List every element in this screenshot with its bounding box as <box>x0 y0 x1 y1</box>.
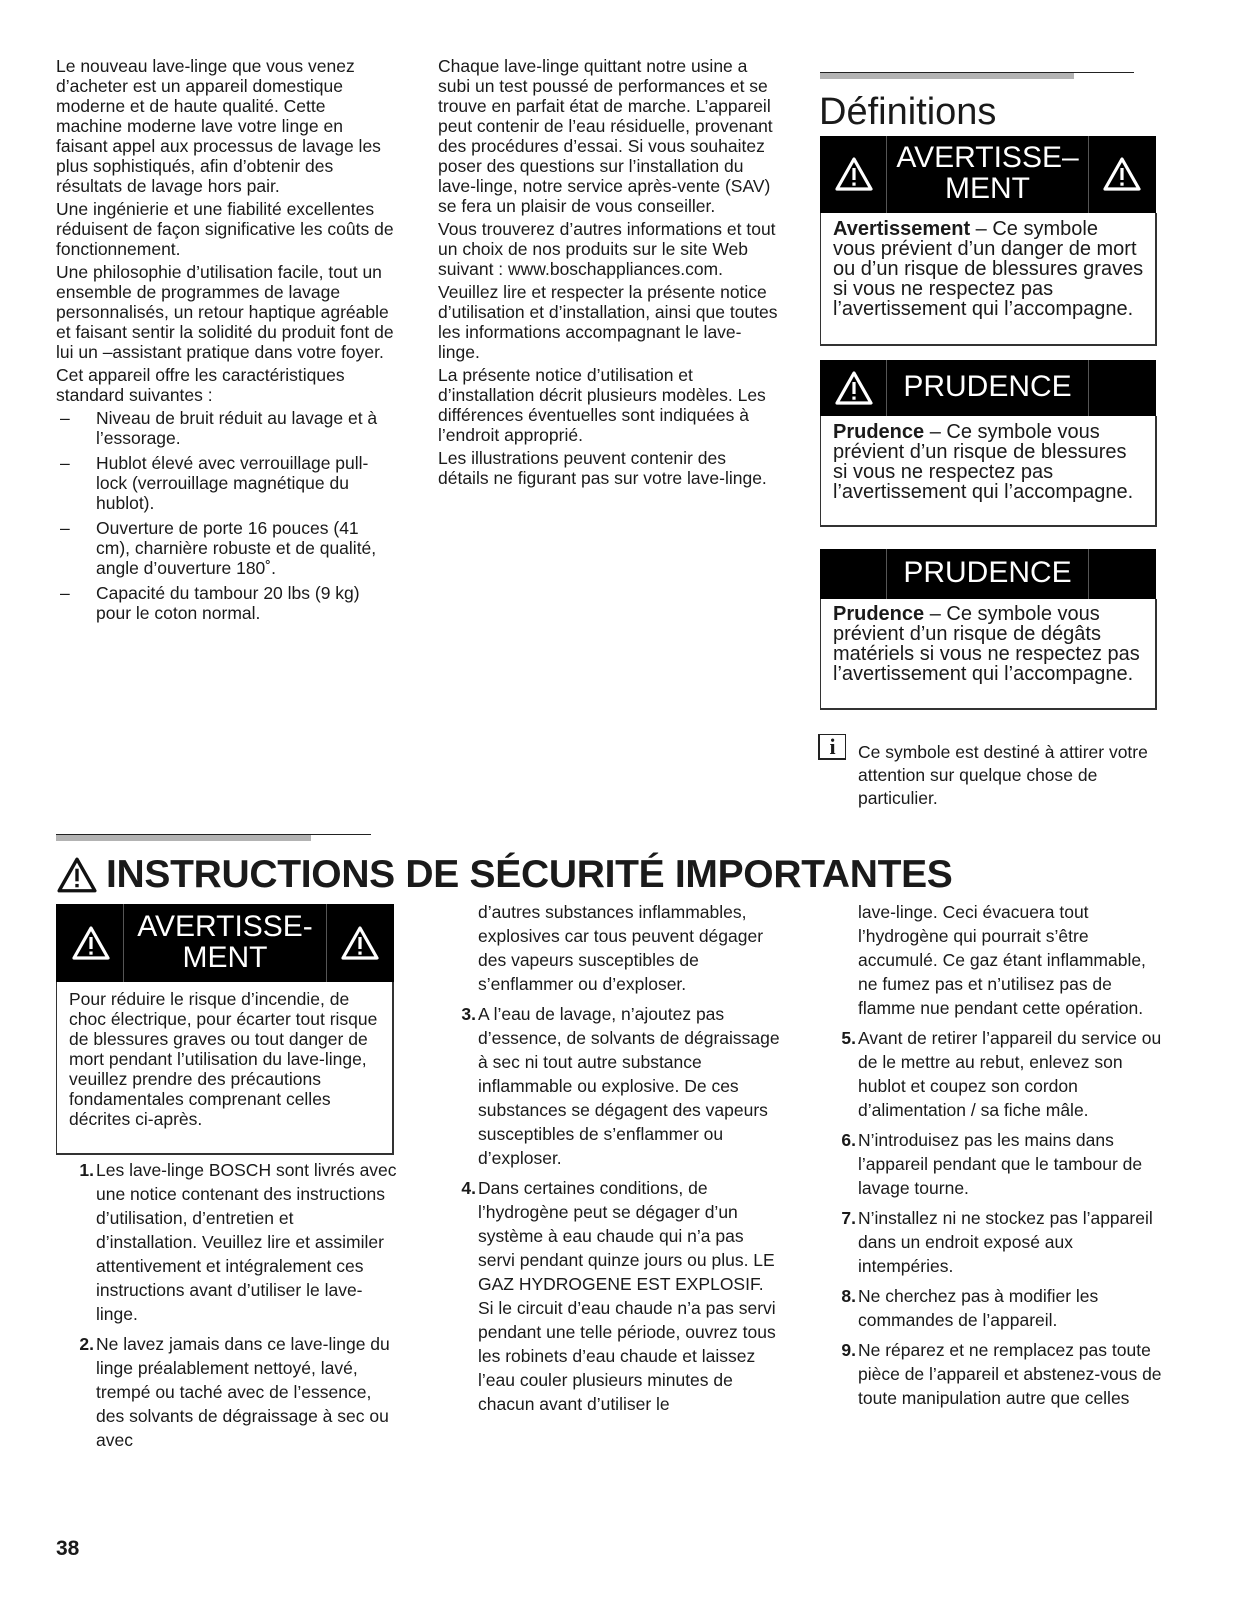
safety-warning-label: AVERTISSE- <box>137 910 313 943</box>
warning-text: – Ce symbole vous prévient d’un danger de mort ou d’un risque de blessures graves si vous ne respectez pas l’avertissement qui l’accompagne. <box>833 218 1144 320</box>
intro-paragraph: Une ingénierie et une fiabilité excellentes réduisent de façon significative les coûts de fonctionnement. <box>56 199 394 259</box>
feature-item: – Capacité du tambour 20 lbs (9 kg) pour le coton normal. <box>56 583 396 623</box>
caution-definition <box>820 416 1157 527</box>
safety-item: 9. Ne réparez et ne remplacez pas toute pièce de l’appareil et abstenez-vous de toute manipulation autre que celles <box>841 1340 1162 1408</box>
warning-triangle-icon <box>834 370 874 406</box>
safety-item: 8. Ne cherchez pas à modifier les commandes de l’appareil. <box>841 1286 1099 1330</box>
safety-item: 5. Avant de retirer l’appareil du service ou de le mettre au rebut, enlevez son hublot et coupez son cordon d’alimentation / sa fiche mâle. <box>841 1028 1162 1120</box>
intro-column-2 <box>438 56 780 491</box>
intro-column-1 <box>56 56 396 628</box>
safety-warning-label: MENT <box>182 941 268 974</box>
features-list <box>56 408 396 623</box>
warning-triangle-icon <box>71 925 111 961</box>
warning-label: AVERTISSE– <box>896 141 1079 174</box>
safety-continuation: d’autres substances inflammables, explosives car tous peuvent dégager des vapeurs susceptibles de s’enflammer ou d’exploser. <box>478 902 764 994</box>
warning-header <box>820 136 1156 213</box>
safety-item: 7. N’installez ni ne stockez pas l’appareil dans un endroit exposé aux intempéries. <box>841 1208 1153 1276</box>
warning-label: MENT <box>945 172 1030 205</box>
safety-item: 2. Ne lavez jamais dans ce lave-linge du linge préalablement nettoyé, lavé, trempé ou taché avec de l’essence, des solvants de dégraissage à sec ou avec <box>79 1334 390 1450</box>
caution-term: Prudence <box>833 603 925 625</box>
caution-text: – Ce symbole vous prévient d’un risque de dégâts matériels si vous ne respectez pas l’avertissement qui l’accompagne. <box>833 603 1140 685</box>
intro-paragraph: Chaque lave-linge quittant notre usine a subi un test poussé de performances et se trouve en parfait état de marche. L’appareil peut contenir de l’eau résiduelle, provenant des procédures d’essai. Si vous souhaitez poser des questions sur l’installation du lave-linge, notre service après-vente (SAV) se fera un plaisir de vous conseiller. <box>438 56 773 216</box>
safety-list-column-2 <box>438 1002 783 1416</box>
safety-list-column-1 <box>56 1158 398 1458</box>
caution-header <box>820 360 1156 416</box>
safety-rule <box>56 834 371 841</box>
safety-item: 1. Les lave-linge BOSCH sont livrés avec une notice contenant des instructions d’utilisation, d’entretien et d’installation. Veuillez lire et assimiler attentivement et intégralement ces instructions avant d’utiliser le lave-linge. <box>79 1160 397 1324</box>
page-number: 38 <box>56 1537 80 1560</box>
safety-continuation: lave-linge. Ceci évacuera tout l’hydrogène qui pourrait s’être accumulé. Ce gaz étant inflammable, ne fumez pas et n’utilisez pas de flamme nue pendant cette opération. <box>858 902 1146 1018</box>
caution-header <box>820 549 1156 599</box>
feature-item: – Niveau de bruit réduit au lavage et à l’essorage. <box>56 408 396 448</box>
intro-paragraph: Le nouveau lave-linge que vous venez d’acheter est un appareil domestique moderne et de haute qualité. Cette machine moderne lave votre linge en faisant appel aux processus de lavage les plus sophistiqués, afin d’obtenir des résultats de lavage hors pair. <box>56 56 381 196</box>
warning-triangle-icon <box>56 856 98 894</box>
intro-paragraph: Les illustrations peuvent contenir des détails ne figurant pas sur votre lave-linge. <box>438 448 767 488</box>
warning-definition <box>820 213 1157 346</box>
caution-label: PRUDENCE <box>903 556 1072 589</box>
intro-paragraph: Vous trouverez d’autres informations et tout un choix de nos produits sur le site Web suivant : www.boschappliances.com. <box>438 219 776 279</box>
warning-triangle-icon <box>834 156 874 192</box>
caution-definition <box>820 599 1157 710</box>
intro-paragraph: Cet appareil offre les caractéristiques standard suivantes : <box>56 365 345 405</box>
definitions-rule <box>820 72 1134 79</box>
info-icon: i <box>818 734 846 760</box>
intro-paragraph: La présente notice d’utilisation et d’installation décrit plusieurs modèles. Les différences éventuelles sont indiquées à l’endroit approprié. <box>438 365 766 445</box>
safety-warning-text: Pour réduire le risque d’incendie, de choc électrique, pour écarter tout risque de blessures graves ou tout danger de mort pendant l’utilisation du lave-linge, veuillez prendre des précautions fondamentales comprenant celles décrites ci-après. <box>56 982 394 1155</box>
safety-warning-header <box>56 904 394 982</box>
safety-item: 4. Dans certaines conditions, de l’hydrogène peut se dégager d’un système à eau chaude qui n’a pas servi pendant quinze jours ou plus. LE GAZ HYDROGENE EST EXPLOSIF. Si le circuit d’eau chaude n’a pas servi pendant une telle période, ouvrez tous les robinets d’eau chaude et laissez l’eau couler plusieurs minutes de chacun avant d’utiliser le <box>461 1178 776 1414</box>
caution-term: Prudence <box>833 421 925 443</box>
definitions-title: Définitions <box>819 91 997 133</box>
safety-column-3 <box>818 900 1163 1416</box>
safety-item: 3. A l’eau de lavage, n’ajoutez pas d’essence, de solvants de dégraissage à sec ni tout autre substance inflammable ou explosive. De ces substances se dégagent des vapeurs susceptibles de s’enflammer ou d’exploser. <box>461 1004 780 1168</box>
safety-item: 6. N’introduisez pas les mains dans l’appareil pendant que le tambour de lavage tourne. <box>841 1130 1143 1198</box>
feature-item: – Hublot élevé avec verrouillage pull-lock (verrouillage magnétique du hublot). <box>56 453 396 513</box>
safety-column-2 <box>438 900 783 1422</box>
safety-title: INSTRUCTIONS DE SÉCURITÉ IMPORTANTES <box>106 853 953 896</box>
feature-item: – Ouverture de porte 16 pouces (41 cm), charnière robuste et de qualité, angle d’ouverture 180˚. <box>56 518 396 578</box>
caution-label: PRUDENCE <box>903 370 1072 403</box>
intro-paragraph: Veuillez lire et respecter la présente notice d’utilisation et d’installation, ainsi que toutes les informations accompagnant le lave-linge. <box>438 282 778 362</box>
warning-term: Avertissement <box>833 218 971 240</box>
warning-triangle-icon <box>1102 156 1142 192</box>
info-note: Ce symbole est destiné à attirer votre attention sur quelque chose de particulier. <box>858 742 1148 808</box>
intro-paragraph: Une philosophie d’utilisation facile, tout un ensemble de programmes de lavage personnalisés, un retour haptique agréable et faisant sentir la solidité du produit font de lui un –assistant pratique dans votre foyer. <box>56 262 394 362</box>
warning-triangle-icon <box>340 925 380 961</box>
safety-list-column-3 <box>818 1026 1163 1410</box>
caution-text: – Ce symbole vous prévient d’un risque de blessures si vous ne respectez pas l’avertissement qui l’accompagne. <box>833 421 1134 503</box>
